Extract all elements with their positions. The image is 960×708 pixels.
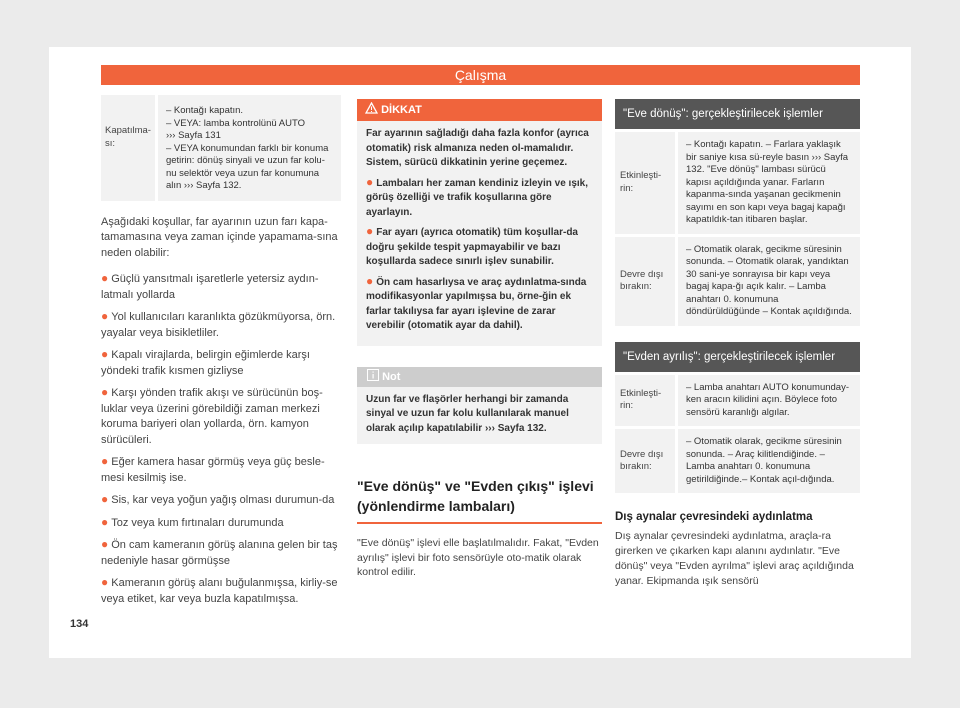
conditions-list bbox=[101, 271, 341, 607]
bullet-icon: ● bbox=[366, 174, 374, 189]
warning-body bbox=[357, 121, 602, 346]
table-line: – VEYA: lamba kontrolünü AUTO bbox=[165, 117, 305, 129]
bullet-icon: ● bbox=[101, 492, 109, 506]
leaving-home-table-title: "Evden ayrılış": gerçekleştirilecek işlemler bbox=[615, 342, 860, 372]
row-text: – Otomatik olarak, gecikme süresinin sonunda. – Araç kilitlendiğinde. – Lamba anahtarı 0. konumuna getirildiğinde.– Kontak açıl-dığında. bbox=[678, 429, 860, 493]
list-item: ● Kameranın görüş alanı buğulanmışsa, kirliy-se veya etiket, kar veya buzla kapatılmışsa. bbox=[101, 575, 338, 605]
list-item: ● Kapalı virajlarda, belirgin eğimlerde karşı yöndeki trafik kısmen gizliyse bbox=[101, 347, 310, 377]
table-row bbox=[615, 132, 860, 234]
switch-off-table bbox=[101, 95, 341, 201]
section-title: "Eve dönüş" ve "Evden çıkış" işlevi (yönlendirme lambaları) bbox=[357, 476, 602, 524]
table-line: – Kontağı kapatın. bbox=[165, 105, 244, 116]
table-row bbox=[615, 375, 860, 427]
list-item: ● Sis, kar veya yoğun yağış olması durumun-da bbox=[101, 492, 335, 506]
bullet-icon: ● bbox=[366, 224, 374, 238]
list-item: ● Eğer kamera hasar görmüş veya güç besle-mesi kesilmiş ise. bbox=[101, 454, 325, 484]
note-header bbox=[357, 367, 602, 387]
page-number: 134 bbox=[70, 618, 89, 630]
bullet-icon: ● bbox=[101, 454, 109, 468]
subsection-title: Dış aynalar çevresindeki aydınlatma bbox=[615, 511, 813, 523]
warning-item: ● Ön cam hasarlıysa ve araç aydınlatma-sında modifikasyonlar yapılmışsa bu, örne-ğin ek farlar takılıysa far ayarı işlevine de zarar verebilir (otomatik ayar da dahil). bbox=[366, 273, 587, 331]
list-item: ● Güçlü yansıtmalı işaretlerle yetersiz aydın-latmalı yollarda bbox=[101, 271, 319, 301]
warning-intro: Far ayarının sağladığı daha fazla konfor (ayrıca otomatik) risk almanıza neden ol-mamalıdır. Sistem, sürücü dikkatinin yerine geçemez. bbox=[366, 128, 589, 168]
warning-header bbox=[357, 99, 602, 121]
column-right bbox=[615, 99, 860, 589]
bullet-icon: ● bbox=[101, 385, 109, 399]
list-item: ● Karşı yönden trafik akışı ve sürücünün boş-luklar veya üzerini görebildiği zaman merkezi koruma bariyeri olan yollarda, örn. kamyon sürücüleri. bbox=[101, 385, 323, 446]
row-label: Devre dışı bırakın: bbox=[615, 237, 675, 326]
table-label: Kapatılma-sı: bbox=[101, 95, 155, 201]
bullet-icon: ● bbox=[101, 309, 109, 323]
column-middle bbox=[357, 99, 602, 580]
subsection-paragraph: Dış aynalar çevresindeki aydınlatma, araçla-ra girerken ve çıkarken kapı alanını aydınlatır. "Eve dönüş" veya "Evden ayrılma" işlevi araç açıldığında yanar. Ekipmanda ışık sensörü bbox=[615, 530, 854, 587]
info-icon bbox=[367, 368, 379, 388]
coming-home-table-title: "Eve dönüş": gerçekleştirilecek işlemler bbox=[615, 99, 860, 129]
list-item: ● Ön cam kameranın görüş alanına gelen bir taş nedeniyle hasar görmüşse bbox=[101, 537, 338, 567]
row-text: – Kontağı kapatın. – Farlara yaklaşık bir saniye kısa sü-reyle basın ››› Sayfa 132. "Eve dönüş" lambası sürücü kapısı açıldığında yanar. Farların kapanma-sında yaşanan gecikmenin sayımı en son kapı veya bagaj kapağı kapatıldık-tan itibaren başlar. bbox=[678, 132, 860, 234]
table-row bbox=[615, 429, 860, 493]
warning-title: DİKKAT bbox=[381, 104, 422, 116]
note-body: Uzun far ve flaşörler herhangi bir zamanda sinyal ve uzun far kolu kullanılarak manuel olarak açılıp kapatılabilir ››› Sayfa 132. bbox=[357, 387, 602, 445]
bullet-icon: ● bbox=[101, 537, 109, 551]
row-text: – Otomatik olarak, gecikme süresinin sonunda. – Otomatik olarak, yandıktan 30 sani-ye sonrayısa bir kapı veya bagaj kapa-ğı açık kalır. – Lamba anahtarı 0. konumuna döndürüldüğünde – Kontak açıldığında. bbox=[678, 237, 860, 326]
bullet-icon: ● bbox=[101, 271, 109, 285]
table-line: ››› Sayfa 131 bbox=[165, 130, 221, 141]
bullet-icon: ● bbox=[101, 575, 109, 589]
bullet-icon: ● bbox=[101, 514, 109, 529]
row-text: – Lamba anahtarı AUTO konumunday-ken aracın kilidini açın. Böylece foto sensörü karanlığı algılar. bbox=[678, 375, 860, 427]
intro-paragraph: Aşağıdaki koşullar, far ayarının uzun farı kapa-tamamasına veya zaman içinde yapamama-sına neden olabilir: bbox=[101, 215, 338, 259]
list-item: ● Yol kullanıcıları karanlıkta gözükmüyorsa, örn. yayalar veya bisikletliler. bbox=[101, 309, 336, 339]
bullet-icon: ● bbox=[366, 273, 374, 288]
column-left bbox=[101, 95, 341, 613]
table-content bbox=[158, 95, 341, 201]
warning-item: ● Far ayarı (ayrıca otomatik) tüm koşullar-da doğru şekilde tespit yapmayabilir ve bazı koşullarda sadece sınırlı işlev sunabilir. bbox=[366, 224, 578, 267]
warning-item: ● Lambaları her zaman kendiniz izleyin ve ışık, görüş özelliği ve trafik koşullarına göre ayarlayın. bbox=[366, 174, 588, 218]
bullet-icon: ● bbox=[101, 347, 109, 361]
row-label: Devre dışı bırakın: bbox=[615, 429, 675, 493]
section-paragraph: "Eve dönüş" işlevi elle başlatılmalıdır. Fakat, "Evden ayrılış" işlevi bir foto sensörüyle oto-matik olarak kontrol edilir. bbox=[357, 537, 599, 578]
table-row bbox=[615, 237, 860, 326]
note-title: Not bbox=[382, 370, 401, 383]
list-item: ● Toz veya kum fırtınaları durumunda bbox=[101, 514, 284, 529]
row-label: Etkinleşti-rin: bbox=[615, 375, 675, 427]
row-label: Etkinleşti-rin: bbox=[615, 132, 675, 234]
table-line: – VEYA konumundan farklı bir konuma getirin: dönüş sinyali ve uzun far kolu-nu selektör veya uzun far konumuna alın ››› Sayfa 132. bbox=[165, 142, 329, 191]
chapter-header: Çalışma bbox=[101, 65, 860, 85]
warning-icon bbox=[365, 100, 378, 122]
